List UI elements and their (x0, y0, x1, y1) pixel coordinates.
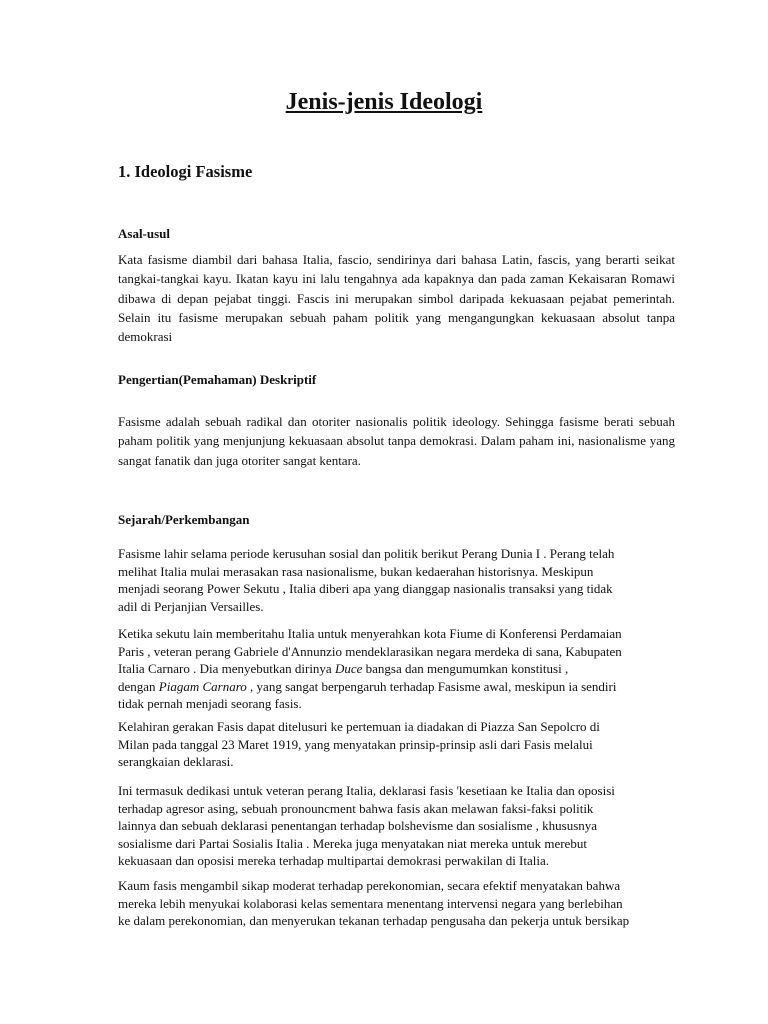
text-line: tidak pernah menjadi seorang fasis. (118, 696, 302, 711)
text-line: kekuasaan dan oposisi mereka terhadap multipartai demokrasi perwakilan di Italia. (118, 853, 550, 868)
text-line: Italia Carnaro . Dia menyebutkan dirinya Duce bangsa dan mengumumkan konstitusi , (118, 661, 569, 676)
text-line: serangkaian deklarasi. (118, 754, 234, 769)
text-line: mereka lebih menyukai kolaborasi kelas sementara menentang intervensi negara yang berlebihan (118, 895, 623, 911)
sejarah-paragraph-2 (118, 625, 675, 713)
asal-usul-heading: Asal-usul (118, 226, 171, 241)
text-line: sosialisme dari Partai Sosialis Italia . Mereka juga menyatakan niat mereka untuk merebut (118, 835, 587, 851)
sejarah-paragraph-3 (118, 718, 675, 771)
text-line: Kaum fasis mengambil sikap moderat terhadap perekonomian, secara efektif menyatakan bahwa (118, 878, 621, 893)
text-line: terhadap agresor asing, sebuah pronouncment bahwa fasis akan melawan faksi-faksi politik (118, 800, 594, 816)
text-line: ke dalam perekonomian, dan menyerukan tekanan terhadap pengusaha dan pekerja untuk bersikap (118, 913, 630, 928)
text-line: melihat Italia mulai merasakan rasa nasionalisme, bukan kedaerahan historisnya. Meskipun (118, 563, 594, 579)
document-title: Jenis-jenis Ideologi (285, 89, 483, 115)
text-line: adil di Perjanjian Versailles. (118, 598, 264, 614)
text-line: menjadi seorang Power Sekutu , Italia diberi apa yang dianggap nasionalis transaksi yang tidak (118, 581, 613, 596)
sejarah-paragraph-5 (118, 877, 675, 930)
asal-usul-paragraph: Kata fasisme diambil dari bahasa Italia, fascio, sendirinya dari bahasa Latin, fascis, yang berarti seikat tangkai-tangkai kayu. Ikatan kayu ini lalu tengahnya ada kapaknya dan pada zaman Kekaisaran Romawi dibawa di depan pejabat tinggi. Fascis ini merupakan simbol daripada kekuasaan pejabat pemerintah. Selain itu fasisme merupakan sebuah paham politik yang mengangungkan kekuasaan absolut tanpa demokrasi (118, 252, 675, 345)
text-line: dengan Piagam Carnaro , yang sangat berpengaruh terhadap Fasisme awal, meskipun ia sendiri (118, 678, 617, 694)
text-line: Kelahiran gerakan Fasis dapat ditelusuri ke pertemuan ia diadakan di Piazza San Sepolcro di (118, 719, 600, 734)
text-line: lainnya dan sebuah deklarasi penentangan terhadap bolshevisme dan sosialisme , khususnya (118, 818, 598, 833)
pengertian-paragraph: Fasisme adalah sebuah radikal dan otoriter nasionalis politik ideology. Sehingga fasisme berati sebuah paham politik yang menjunjung kekuasaan absolut tanpa demokrasi. Dalam paham ini, nasionalisme yang sangat fanatik dan juga otoriter sangat kentara. (118, 414, 675, 468)
sejarah-paragraph-1 (118, 545, 675, 615)
text-line: Ini termasuk dedikasi untuk veteran perang Italia, deklarasi fasis 'kesetiaan ke Italia dan oposisi (118, 783, 615, 798)
text-line: Milan pada tanggal 23 Maret 1919, yang menyatakan prinsip-prinsip asli dari Fasis melalui (118, 736, 593, 752)
sejarah-heading: Sejarah/Perkembangan (118, 512, 250, 527)
pengertian-heading: Pengertian(Pemahaman) Deskriptif (118, 372, 317, 387)
sejarah-paragraph-4 (118, 782, 675, 870)
emphasis-duce: Duce (334, 661, 363, 676)
text-line: Fasisme lahir selama periode kerusuhan sosial dan politik berikut Perang Dunia I . Perang telah (118, 546, 615, 561)
text-line: Ketika sekutu lain memberitahu Italia untuk menyerahkan kota Fiume di Konferensi Perdamaian (118, 626, 622, 641)
emphasis-piagam-carnaro: Piagam Carnaro (158, 678, 247, 694)
text-line: Paris , veteran perang Gabriele d'Annunzio mendeklarasikan negara merdeka di sana, Kabupaten (118, 643, 622, 659)
section-heading: 1. Ideologi Fasisme (118, 162, 253, 181)
